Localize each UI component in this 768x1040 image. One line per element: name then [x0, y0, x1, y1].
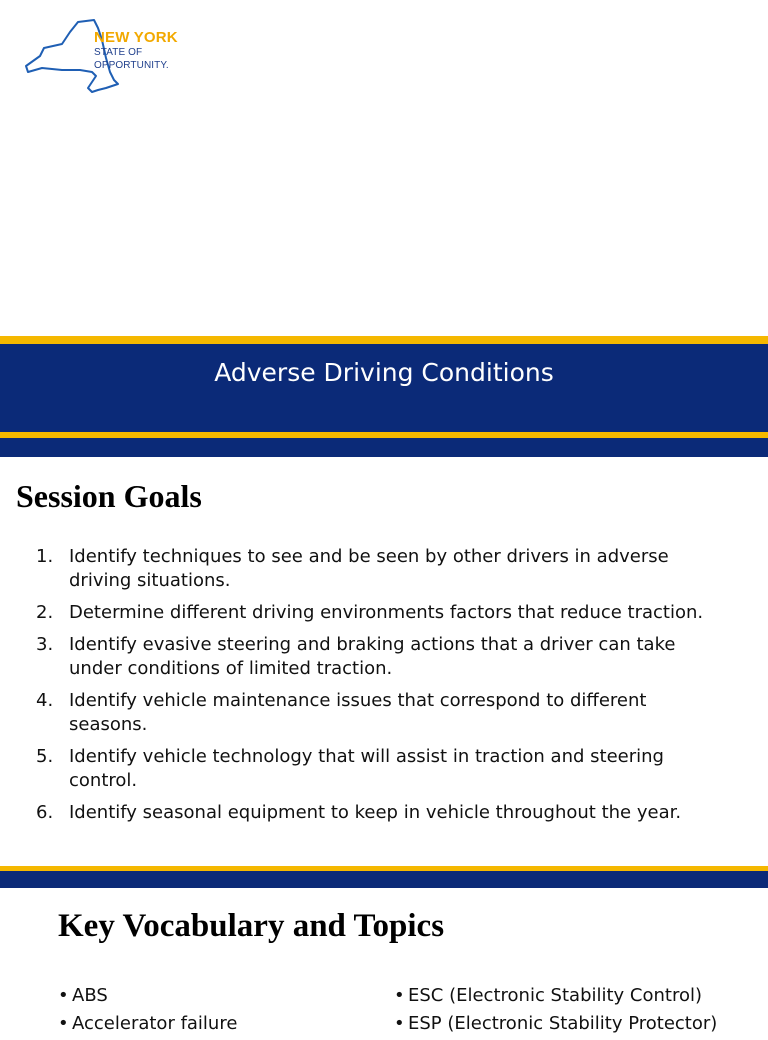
logo-line-3: OPPORTUNITY. [94, 60, 169, 71]
vocabulary-item [394, 984, 754, 1008]
vocabulary-heading: Key Vocabulary and Topics [58, 908, 445, 944]
bullet-icon: • [58, 985, 69, 1006]
goal-item [36, 545, 726, 593]
page-title: Adverse Driving Conditions [214, 358, 554, 387]
vocabulary-term: ABS [72, 985, 108, 1006]
session-goals-list [36, 545, 726, 833]
section-divider-band [0, 866, 768, 888]
session-goals-heading: Session Goals [16, 478, 202, 514]
gold-stripe-top [0, 336, 768, 344]
goal-number: 3. [36, 634, 54, 655]
logo-wordmark [94, 30, 178, 71]
goal-text: Identify vehicle technology that will assist in traction and steering control. [69, 746, 664, 791]
goal-number: 4. [36, 690, 54, 711]
goal-item [36, 689, 726, 737]
goal-number: 2. [36, 602, 54, 623]
vocabulary-item [58, 984, 358, 1008]
bullet-icon: • [394, 985, 405, 1006]
logo-line-1: NEW YORK [94, 29, 178, 46]
bullet-icon: • [58, 1013, 69, 1034]
goal-number: 6. [36, 802, 54, 823]
vocabulary-term: Accelerator failure [72, 1013, 238, 1034]
vocabulary-list-left [58, 984, 358, 1040]
goal-text: Determine different driving environments factors that reduce traction. [69, 602, 704, 623]
vocabulary-list-right [394, 984, 754, 1040]
goal-number: 5. [36, 746, 54, 767]
goal-text: Identify vehicle maintenance issues that correspond to different seasons. [69, 690, 647, 735]
logo-line-2: STATE OF [94, 47, 143, 58]
vocabulary-item [58, 1012, 358, 1036]
goal-item [36, 633, 726, 681]
vocabulary-term: ESC (Electronic Stability Control) [408, 985, 703, 1006]
goal-item [36, 801, 726, 825]
title-band [0, 336, 768, 457]
vocabulary-item [394, 1012, 754, 1036]
vocabulary-term: ESP (Electronic Stability Protector) [408, 1013, 718, 1034]
gold-stripe-bottom [0, 432, 768, 438]
ny-state-logo [22, 18, 202, 98]
goal-item [36, 601, 726, 625]
gold-stripe [0, 866, 768, 871]
goal-text: Identify techniques to see and be seen by other drivers in adverse driving situations. [69, 546, 669, 591]
goal-number: 1. [36, 546, 54, 567]
goal-text: Identify seasonal equipment to keep in vehicle throughout the year. [69, 802, 682, 823]
goal-item [36, 745, 726, 793]
bullet-icon: • [394, 1013, 405, 1034]
goal-text: Identify evasive steering and braking actions that a driver can take under conditions of limited traction. [69, 634, 676, 679]
